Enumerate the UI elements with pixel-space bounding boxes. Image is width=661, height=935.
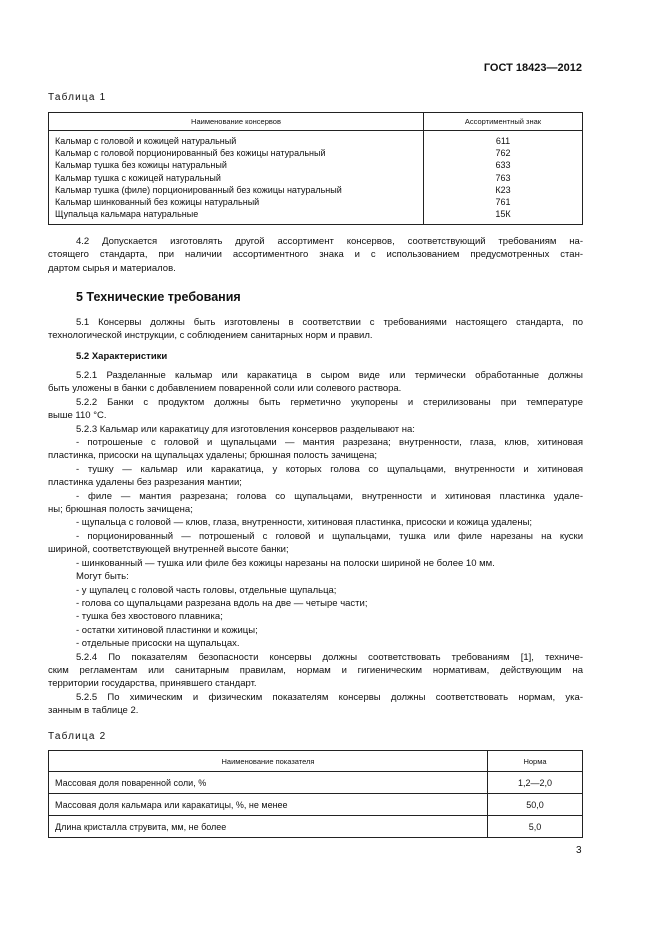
text-line: - тушку — кальмар или каракатица, у которых голова со щупальцами, внутренности и хитиновая [76, 463, 583, 475]
table2-row-name: Массовая доля кальмара или каракатицы, %, не менее [49, 794, 488, 816]
table2-row-norm: 50,0 [488, 794, 583, 816]
text-line: - тушка без хвостового плавника; [76, 611, 223, 623]
table-row [49, 772, 583, 794]
text-line: - отдельные присоски на щупальцах. [76, 638, 240, 650]
text-line: - потрошеные с головой и щупальцами — мантия разрезана; внутренности, глаза, клюв, хитиновая [76, 437, 583, 449]
text-line: 4.2 Допускается изготовлять другой ассортимент консервов, соответствующий требованиям на- [76, 236, 583, 247]
table1-row-code: К23 [495, 184, 511, 195]
table1-names-cell [49, 131, 424, 225]
table2-caption: Таблица 2 [48, 731, 107, 742]
text-line: 5.2.2 Банки с продуктом должны быть герметично укупорены и стерилизованы при температуре [76, 396, 583, 408]
section-5-2-body [48, 369, 583, 718]
table1-row-name: Кальмар тушка с кожицей натуральный [55, 172, 221, 183]
subsection-5-2-heading: 5.2 Характеристики [76, 351, 168, 362]
table1-row-name: Щупальца кальмара натуральные [55, 209, 199, 220]
text-line: - шинкованный — тушка или филе без кожицы нарезаны на полоски шириной не более 10 мм. [76, 557, 495, 569]
text-line: дартом сырья и материалов. [48, 262, 176, 274]
text-line: шириной, соответствующей внутренней высоте банки; [48, 544, 289, 556]
table-row [49, 816, 583, 838]
table1-row-name: Кальмар тушка без кожицы натуральный [55, 160, 227, 171]
text-line: ским регламентам или санитарным правилам, нормам и гигиеническим нормативам, действующим на [48, 664, 583, 676]
table2 [48, 750, 583, 838]
table1-header-name: Наименование консервов [49, 113, 424, 131]
table2-row-name: Массовая доля поваренной соли, % [49, 772, 488, 794]
table1-header-code: Ассортиментный знак [424, 113, 583, 131]
table1-caption: Таблица 1 [48, 92, 107, 103]
table1-row-code: 761 [495, 197, 511, 208]
table2-row-norm: 1,2—2,0 [488, 772, 583, 794]
text-line: пластинка удалены без разрезания мантии; [48, 477, 242, 489]
table1-row-name: Кальмар тушка (филе) порционированный без кожицы натуральный [55, 184, 342, 195]
text-line: территории государства, принявшего стандарт. [48, 678, 257, 690]
table1-row-code: 633 [495, 160, 511, 171]
text-line: пластинка, присоски на щупальцах удалены; брюшная полость зачищена; [48, 450, 378, 462]
text-line: - остатки хитиновой пластинки и кожицы; [76, 624, 258, 636]
text-line: - голова со щупальцами разрезана вдоль на две — четыре части; [76, 597, 368, 609]
paragraph-5-1 [48, 316, 583, 343]
text-line: 5.2.1 Разделанные кальмар или каракатица в сыром виде или термически обработанные должны [76, 370, 583, 381]
text-line: 5.1 Консервы должны быть изготовлены в соответствии с требованиями настоящего стандарта, по [76, 317, 583, 328]
text-line: выше 110 °С. [48, 410, 107, 422]
table1-row-code: 763 [495, 172, 511, 183]
text-line: - у щупалец с головой часть головы, отдельные щупальца; [76, 584, 337, 596]
text-line: ны; брюшная полость зачищена; [48, 504, 193, 516]
table-row [49, 794, 583, 816]
paragraph-4-2 [48, 235, 583, 275]
text-line: стоящего стандарта, при наличии ассортиментного знака и с использованием предусмотренных стан- [48, 249, 583, 261]
table1-row-code: 15К [495, 209, 511, 220]
text-line: 5.2.3 Кальмар или каракатицу для изготовления консервов разделывают на: [76, 423, 415, 435]
table2-header-name: Наименование показателя [49, 751, 488, 772]
document-number: ГОСТ 18423—2012 [483, 62, 582, 74]
text-line: 5.2.5 По химическим и физическим показателям консервы должны соответствовать нормам, ука- [76, 691, 583, 703]
table1-row-name: Кальмар с головой порционированный без кожицы натуральный [55, 148, 326, 159]
table2-row-norm: 5,0 [488, 816, 583, 838]
table1 [48, 112, 583, 225]
table1-row-code: 762 [495, 148, 511, 159]
text-line: - щупальца с головой — клюв, глаза, внутренности, хитиновая пластинка, присоски и кожица удалены; [76, 517, 533, 529]
text-line: Могут быть: [76, 571, 129, 583]
page-number: 3 [576, 845, 582, 856]
table1-row-code: 611 [495, 136, 511, 146]
table2-row-name: Длина кристалла струвита, мм, не более [49, 816, 488, 838]
table1-row-name: Кальмар шинкованный без кожицы натуральный [55, 197, 260, 208]
text-line: - порционированный — потрошеный с головой и щупальцами, тушка или филе нарезаны на куски [76, 530, 583, 542]
table1-row-name: Кальмар с головой и кожицей натуральный [55, 136, 237, 146]
text-line: - филе — мантия разрезана; голова со щупальцами, внутренности и хитиновая пластинка удале- [76, 490, 583, 502]
text-line: технологической инструкции, с соблюдением санитарных норм и правил. [48, 330, 373, 342]
text-line: 5.2.4 По показателям безопасности консервы должны соответствовать требованиям [1], техниче- [76, 651, 583, 663]
text-line: быть уложены в банки с добавлением поваренной соли или солевого раствора. [48, 383, 402, 395]
text-line: занным в таблице 2. [48, 705, 139, 717]
section-5-heading: 5 Технические требования [76, 290, 241, 304]
table1-codes-cell [424, 131, 583, 225]
table2-header-norm: Норма [488, 751, 583, 772]
